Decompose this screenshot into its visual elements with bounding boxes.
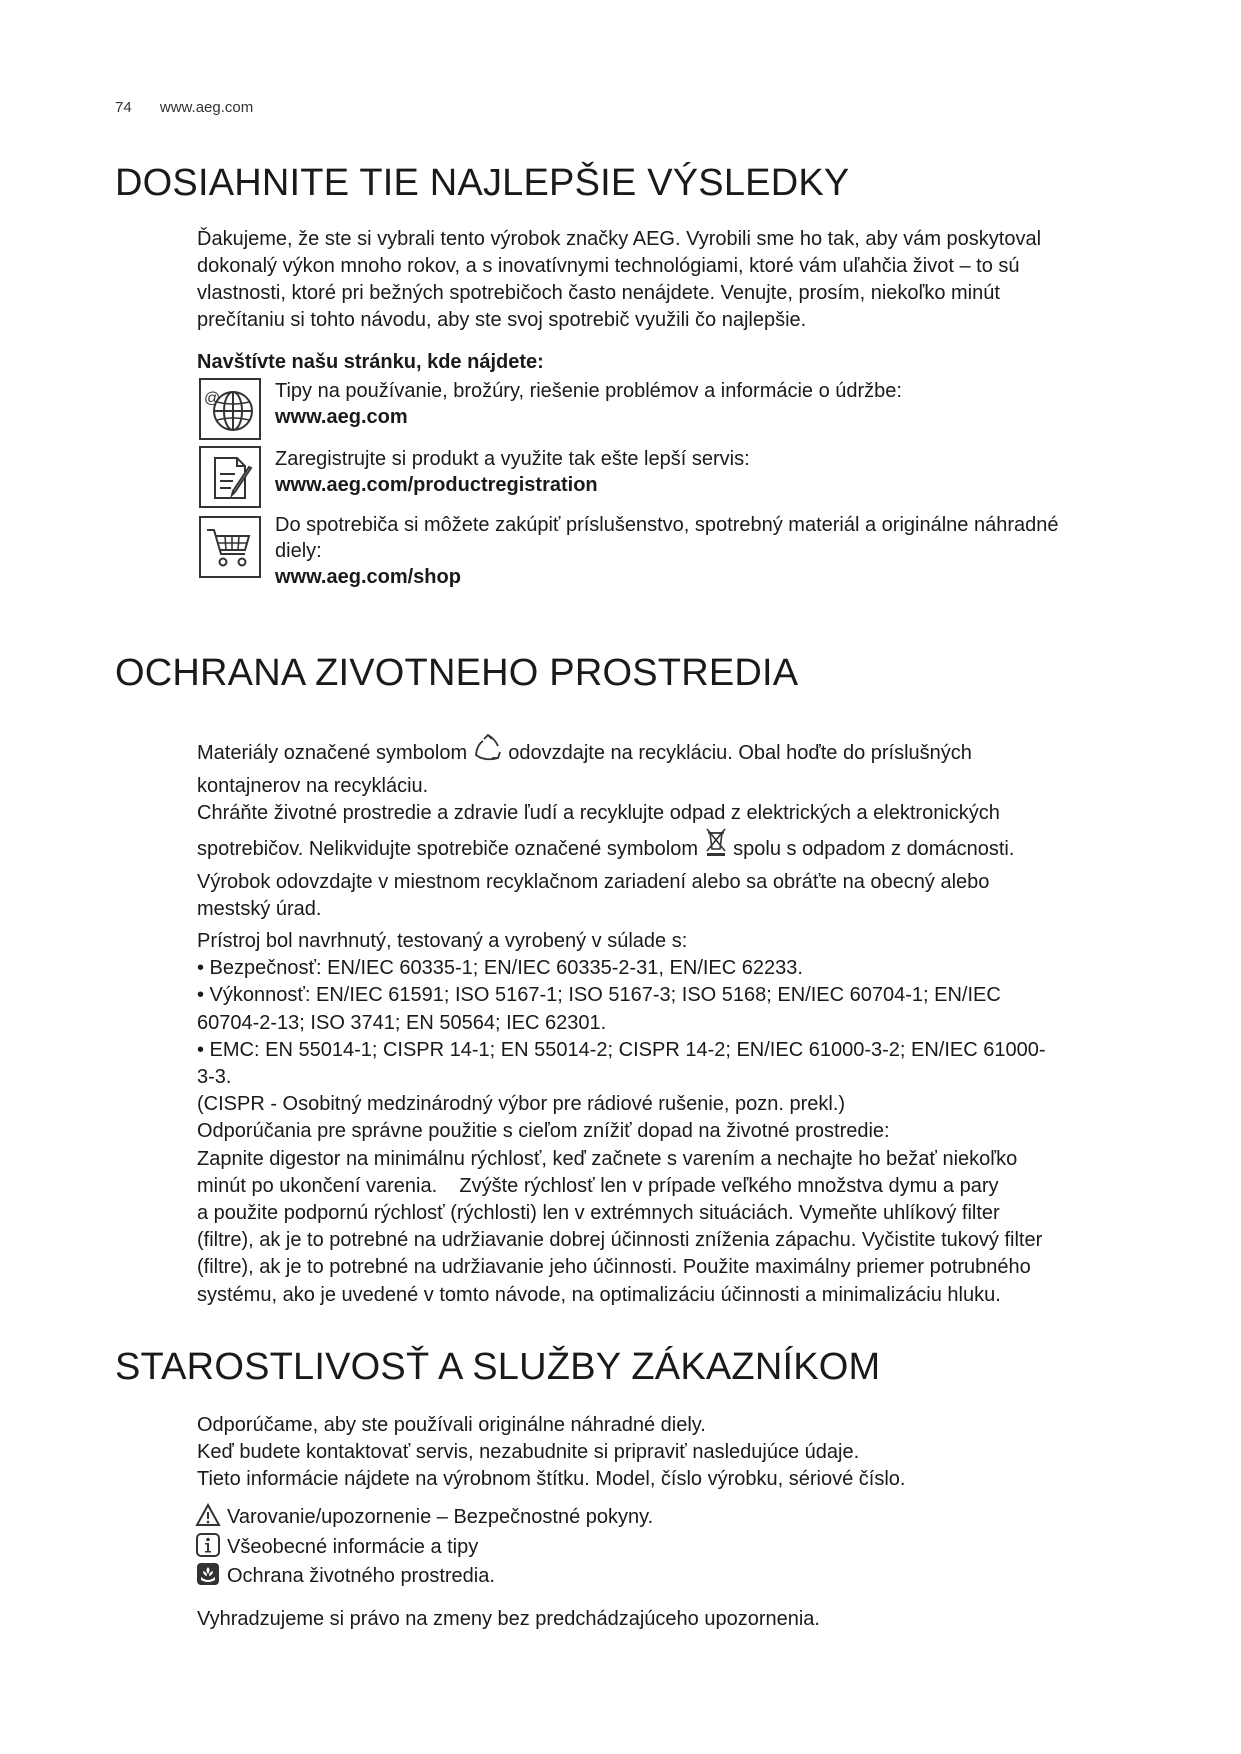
globe-icon bbox=[199, 378, 261, 440]
standards-line: Zapnite digestor na minimálnu rýchlosť, keď začnete s varením a nechajte ho bežať niekoľko bbox=[197, 1147, 1018, 1170]
standards-line: minút po ukončení varenia. Zvýšte rýchlosť len v prípade veľkého množstva dymu a pary bbox=[197, 1174, 999, 1197]
shopping-cart-icon bbox=[199, 516, 261, 578]
standards-line: (CISPR - Osobitný medzinárodný výbor pre rádiové rušenie, pozn. prekl.) bbox=[197, 1093, 846, 1116]
section-title-environment: OCHRANA ZIVOTNEHO PROSTREDIA bbox=[115, 652, 799, 694]
standards-line: systému, ako je uvedené v tomto návode, na optimalizáciu účinnosti a minimalizáciu hluku. bbox=[197, 1283, 1001, 1306]
recycle-paragraph bbox=[197, 733, 1157, 827]
dispose-line: Výrobok odovzdajte v miestnom recyklačnom zariadení alebo sa obráťte na obecný alebo bbox=[197, 871, 990, 893]
recycle-line bbox=[197, 733, 1157, 773]
care-line: Keď budete kontaktovať servis, nezabudnite si pripraviť nasledujúce údaje. bbox=[197, 1441, 860, 1463]
intro-line: vlastnosti, ktoré pri bežných spotrebičoch často nenájdete. Venujte, prosím, niekoľko minút bbox=[197, 282, 1000, 304]
standards-line: • Výkonnosť: EN/IEC 61591; ISO 5167-1; ISO 5167-3; ISO 5168; EN/IEC 60704-1; EN/IEC bbox=[197, 984, 1001, 1007]
header-website[interactable]: www.aeg.com bbox=[159, 99, 254, 116]
resource-description: diely: bbox=[275, 540, 322, 562]
standards-line: (filtre), ak je to potrebné na udržiavanie jeho účinnosti. Použite maximálny priemer potrubného bbox=[197, 1256, 1031, 1279]
weee-text: spolu s odpadom z domácnosti. bbox=[733, 838, 1015, 860]
standards-line: 60704-2-13; ISO 3741; EN 50564; IEC 62301. bbox=[197, 1011, 607, 1034]
intro-line: dokonalý výkon mnoho rokov, a s inovatívnymi technológiami, ktoré vám uľahčia život – to sú bbox=[197, 255, 1020, 277]
legend-text: Všeobecné informácie a tipy bbox=[227, 1536, 479, 1558]
standards-line: • EMC: EN 55014-1; CISPR 14-1; EN 55014-2; CISPR 14-2; EN/IEC 61000-3-2; EN/IEC 61000- bbox=[197, 1038, 1046, 1061]
resource-description: Tipy na používanie, brožúry, riešenie problémov a informácie o údržbe: bbox=[275, 380, 902, 402]
legend-environment bbox=[195, 1562, 495, 1590]
care-paragraph bbox=[197, 1412, 1157, 1493]
protect-line: Chráňte životné prostredie a zdravie ľudí a recyklujte odpad z elektrických a elektronických bbox=[197, 802, 1000, 824]
warning-icon bbox=[195, 1503, 221, 1527]
resource-link-shop[interactable]: www.aeg.com/shop bbox=[275, 566, 461, 588]
intro-line: Ďakujeme, že ste si vybrali tento výrobok značky AEG. Vyrobili sme ho tak, aby vám poskytoval bbox=[197, 228, 1042, 250]
weee-line bbox=[197, 827, 1157, 869]
standards-line: 3-3. bbox=[197, 1066, 232, 1089]
resource-description: Do spotrebiča si môžete zakúpiť príslušenstvo, spotrebný materiál a originálne náhradné bbox=[275, 514, 1059, 536]
closing-note: Vyhradzujeme si právo na zmeny bez predchádzajúceho upozornenia. bbox=[197, 1608, 820, 1630]
care-line: Odporúčame, aby ste používali originálne náhradné diely. bbox=[197, 1414, 706, 1436]
weee-paragraph bbox=[197, 827, 1157, 923]
resource-link-website[interactable]: www.aeg.com bbox=[275, 406, 408, 428]
registration-icon bbox=[199, 446, 261, 508]
legend-text: Ochrana životného prostredia. bbox=[227, 1565, 495, 1587]
weee-text: spotrebičov. Nelikvidujte spotrebiče označené symbolom bbox=[197, 838, 698, 860]
section-title-customer-care: STAROSTLIVOSŤ A SLUŽBY ZÁKAZNÍKOM bbox=[115, 1346, 881, 1388]
standards-line: (filtre), ak je to potrebné na udržiavanie dobrej účinnosti zníženia zápachu. Vyčistite tukový filter bbox=[197, 1229, 1043, 1252]
dispose-line: mestský úrad. bbox=[197, 898, 322, 920]
intro-line: prečítaniu si tohto návodu, aby ste svoj spotrebič využili čo najlepšie. bbox=[197, 309, 807, 331]
recycle-line: kontajnerov na recykláciu. bbox=[197, 775, 429, 797]
page-number: 74 bbox=[115, 99, 132, 116]
standards-line: • Bezpečnosť: EN/IEC 60335-1; EN/IEC 60335-2-31, EN/IEC 62233. bbox=[197, 957, 803, 980]
standards-line: Prístroj bol navrhnutý, testovaný a vyrobený v súlade s: bbox=[197, 930, 688, 952]
svg-text:@: @ bbox=[204, 390, 221, 407]
legend-info bbox=[195, 1533, 478, 1561]
recycle-text: Materiály označené symbolom bbox=[197, 742, 468, 764]
intro-paragraph bbox=[197, 226, 1157, 334]
legend-text: Varovanie/upozornenie – Bezpečnostné pokyny. bbox=[227, 1506, 654, 1528]
resource-link-registration[interactable]: www.aeg.com/productregistration bbox=[275, 474, 598, 496]
recycle-icon bbox=[473, 733, 503, 773]
recycle-text: odovzdajte na recykláciu. Obal hoďte do príslušných bbox=[508, 742, 972, 764]
section-title-best-results: DOSIAHNITE TIE NAJLEPŠIE VÝSLEDKY bbox=[115, 162, 850, 204]
crossed-bin-icon bbox=[704, 827, 728, 869]
resource-description: Zaregistrujte si produkt a využite tak ešte lepší servis: bbox=[275, 448, 750, 470]
standards-line: Odporúčania pre správne použitie s cieľom znížiť dopad na životné prostredie: bbox=[197, 1120, 890, 1143]
environment-icon bbox=[195, 1562, 221, 1586]
page-header bbox=[115, 99, 253, 116]
info-icon bbox=[195, 1533, 221, 1557]
visit-heading: Navštívte našu stránku, kde nájdete: bbox=[197, 351, 544, 373]
care-line: Tieto informácie nájdete na výrobnom štítku. Model, číslo výrobku, sériové číslo. bbox=[197, 1468, 906, 1490]
standards-paragraph bbox=[197, 928, 1157, 1309]
legend-warning bbox=[195, 1503, 653, 1531]
standards-line: a použite podpornú rýchlosť (rýchlosti) len v extrémnych situáciách. Vymeňte uhlíkový filter bbox=[197, 1202, 1000, 1225]
